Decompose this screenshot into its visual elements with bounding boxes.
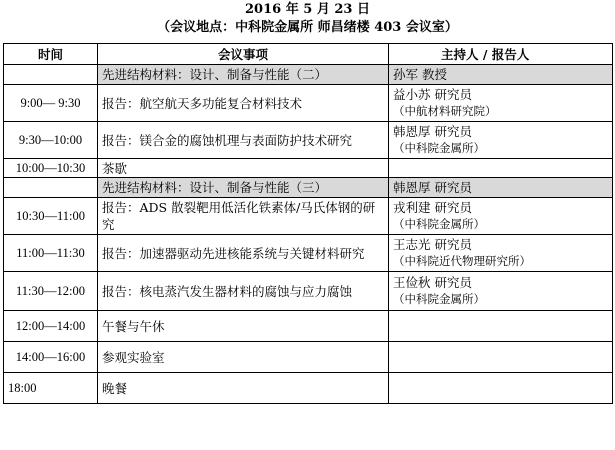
item-cell: 午餐与午休: [98, 311, 389, 342]
item-cell: 先进结构材料：设计、制备与性能（二）: [98, 65, 389, 85]
speaker-cell: [389, 342, 613, 373]
item-cell: 报告：航空航天多功能复合材料技术: [98, 85, 389, 122]
time-cell: 10:00—10:30: [4, 159, 98, 178]
speaker-cell: [389, 85, 613, 122]
time-cell: 18:00: [4, 373, 98, 404]
speaker-affiliation: （中科院金属所）: [393, 141, 485, 155]
schedule-date: 2016 年 5 月 23 日: [245, 2, 370, 17]
time-cell: 11:00—11:30: [4, 235, 98, 272]
speaker-name: 益小苏 研究员: [393, 87, 472, 102]
table-row: [4, 122, 613, 159]
speaker-name: 王志光 研究员: [393, 237, 472, 252]
time-cell: [4, 65, 98, 85]
speaker-cell: [389, 311, 613, 342]
table-row: [4, 235, 613, 272]
item-cell: 茶歇: [98, 159, 389, 178]
item-cell: 先进结构材料：设计、制备与性能（三）: [98, 178, 389, 198]
speaker-affiliation: （中航材料研究院）: [393, 104, 497, 118]
time-cell: 10:30—11:00: [4, 198, 98, 235]
time-cell: 12:00—14:00: [4, 311, 98, 342]
column-header-host: 主持人 / 报告人: [389, 44, 613, 65]
host-cell: 韩恩厚 研究员: [389, 178, 613, 198]
time-cell: [4, 178, 98, 198]
table-row: [4, 272, 613, 311]
table-row: [4, 373, 613, 404]
speaker-name: 戎利建 研究员: [393, 200, 472, 215]
speaker-cell: [389, 198, 613, 235]
schedule-table: [3, 43, 613, 404]
speaker-cell: [389, 159, 613, 178]
table-row: [4, 311, 613, 342]
item-cell: 报告：核电蒸汽发生器材料的腐蚀与应力腐蚀: [98, 272, 389, 311]
speaker-affiliation: （中科院金属所）: [393, 292, 485, 306]
host-cell: 孙军 教授: [389, 65, 613, 85]
session-row: [4, 178, 613, 198]
time-cell: 14:00—16:00: [4, 342, 98, 373]
time-cell: 9:30—10:00: [4, 122, 98, 159]
table-row: [4, 159, 613, 178]
column-header-item: 会议事项: [98, 44, 389, 65]
table-header-row: [4, 44, 613, 65]
speaker-affiliation: （中科院近代物理研究所）: [393, 254, 531, 268]
table-row: [4, 85, 613, 122]
speaker-affiliation: （中科院金属所）: [393, 217, 485, 231]
item-cell: 晚餐: [98, 373, 389, 404]
meeting-location: （会议地点：中科院金属所 师昌绪楼 403 会议室）: [157, 20, 458, 35]
speaker-name: 韩恩厚 研究员: [393, 124, 472, 139]
speaker-cell: [389, 272, 613, 311]
item-cell: 报告：ADS 散裂靶用低活化铁素体/马氏体钢的研究: [98, 198, 389, 235]
speaker-cell: [389, 235, 613, 272]
item-cell: 参观实验室: [98, 342, 389, 373]
speaker-name: 王俭秋 研究员: [393, 275, 472, 290]
table-row: [4, 198, 613, 235]
time-cell: 11:30—12:00: [4, 272, 98, 311]
column-header-time: 时间: [4, 44, 98, 65]
table-row: [4, 342, 613, 373]
item-cell: 报告：加速器驱动先进核能系统与关键材料研究: [98, 235, 389, 272]
session-row: [4, 65, 613, 85]
speaker-cell: [389, 373, 613, 404]
time-cell: 9:00— 9:30: [4, 85, 98, 122]
item-cell: 报告：镁合金的腐蚀机理与表面防护技术研究: [98, 122, 389, 159]
speaker-cell: [389, 122, 613, 159]
